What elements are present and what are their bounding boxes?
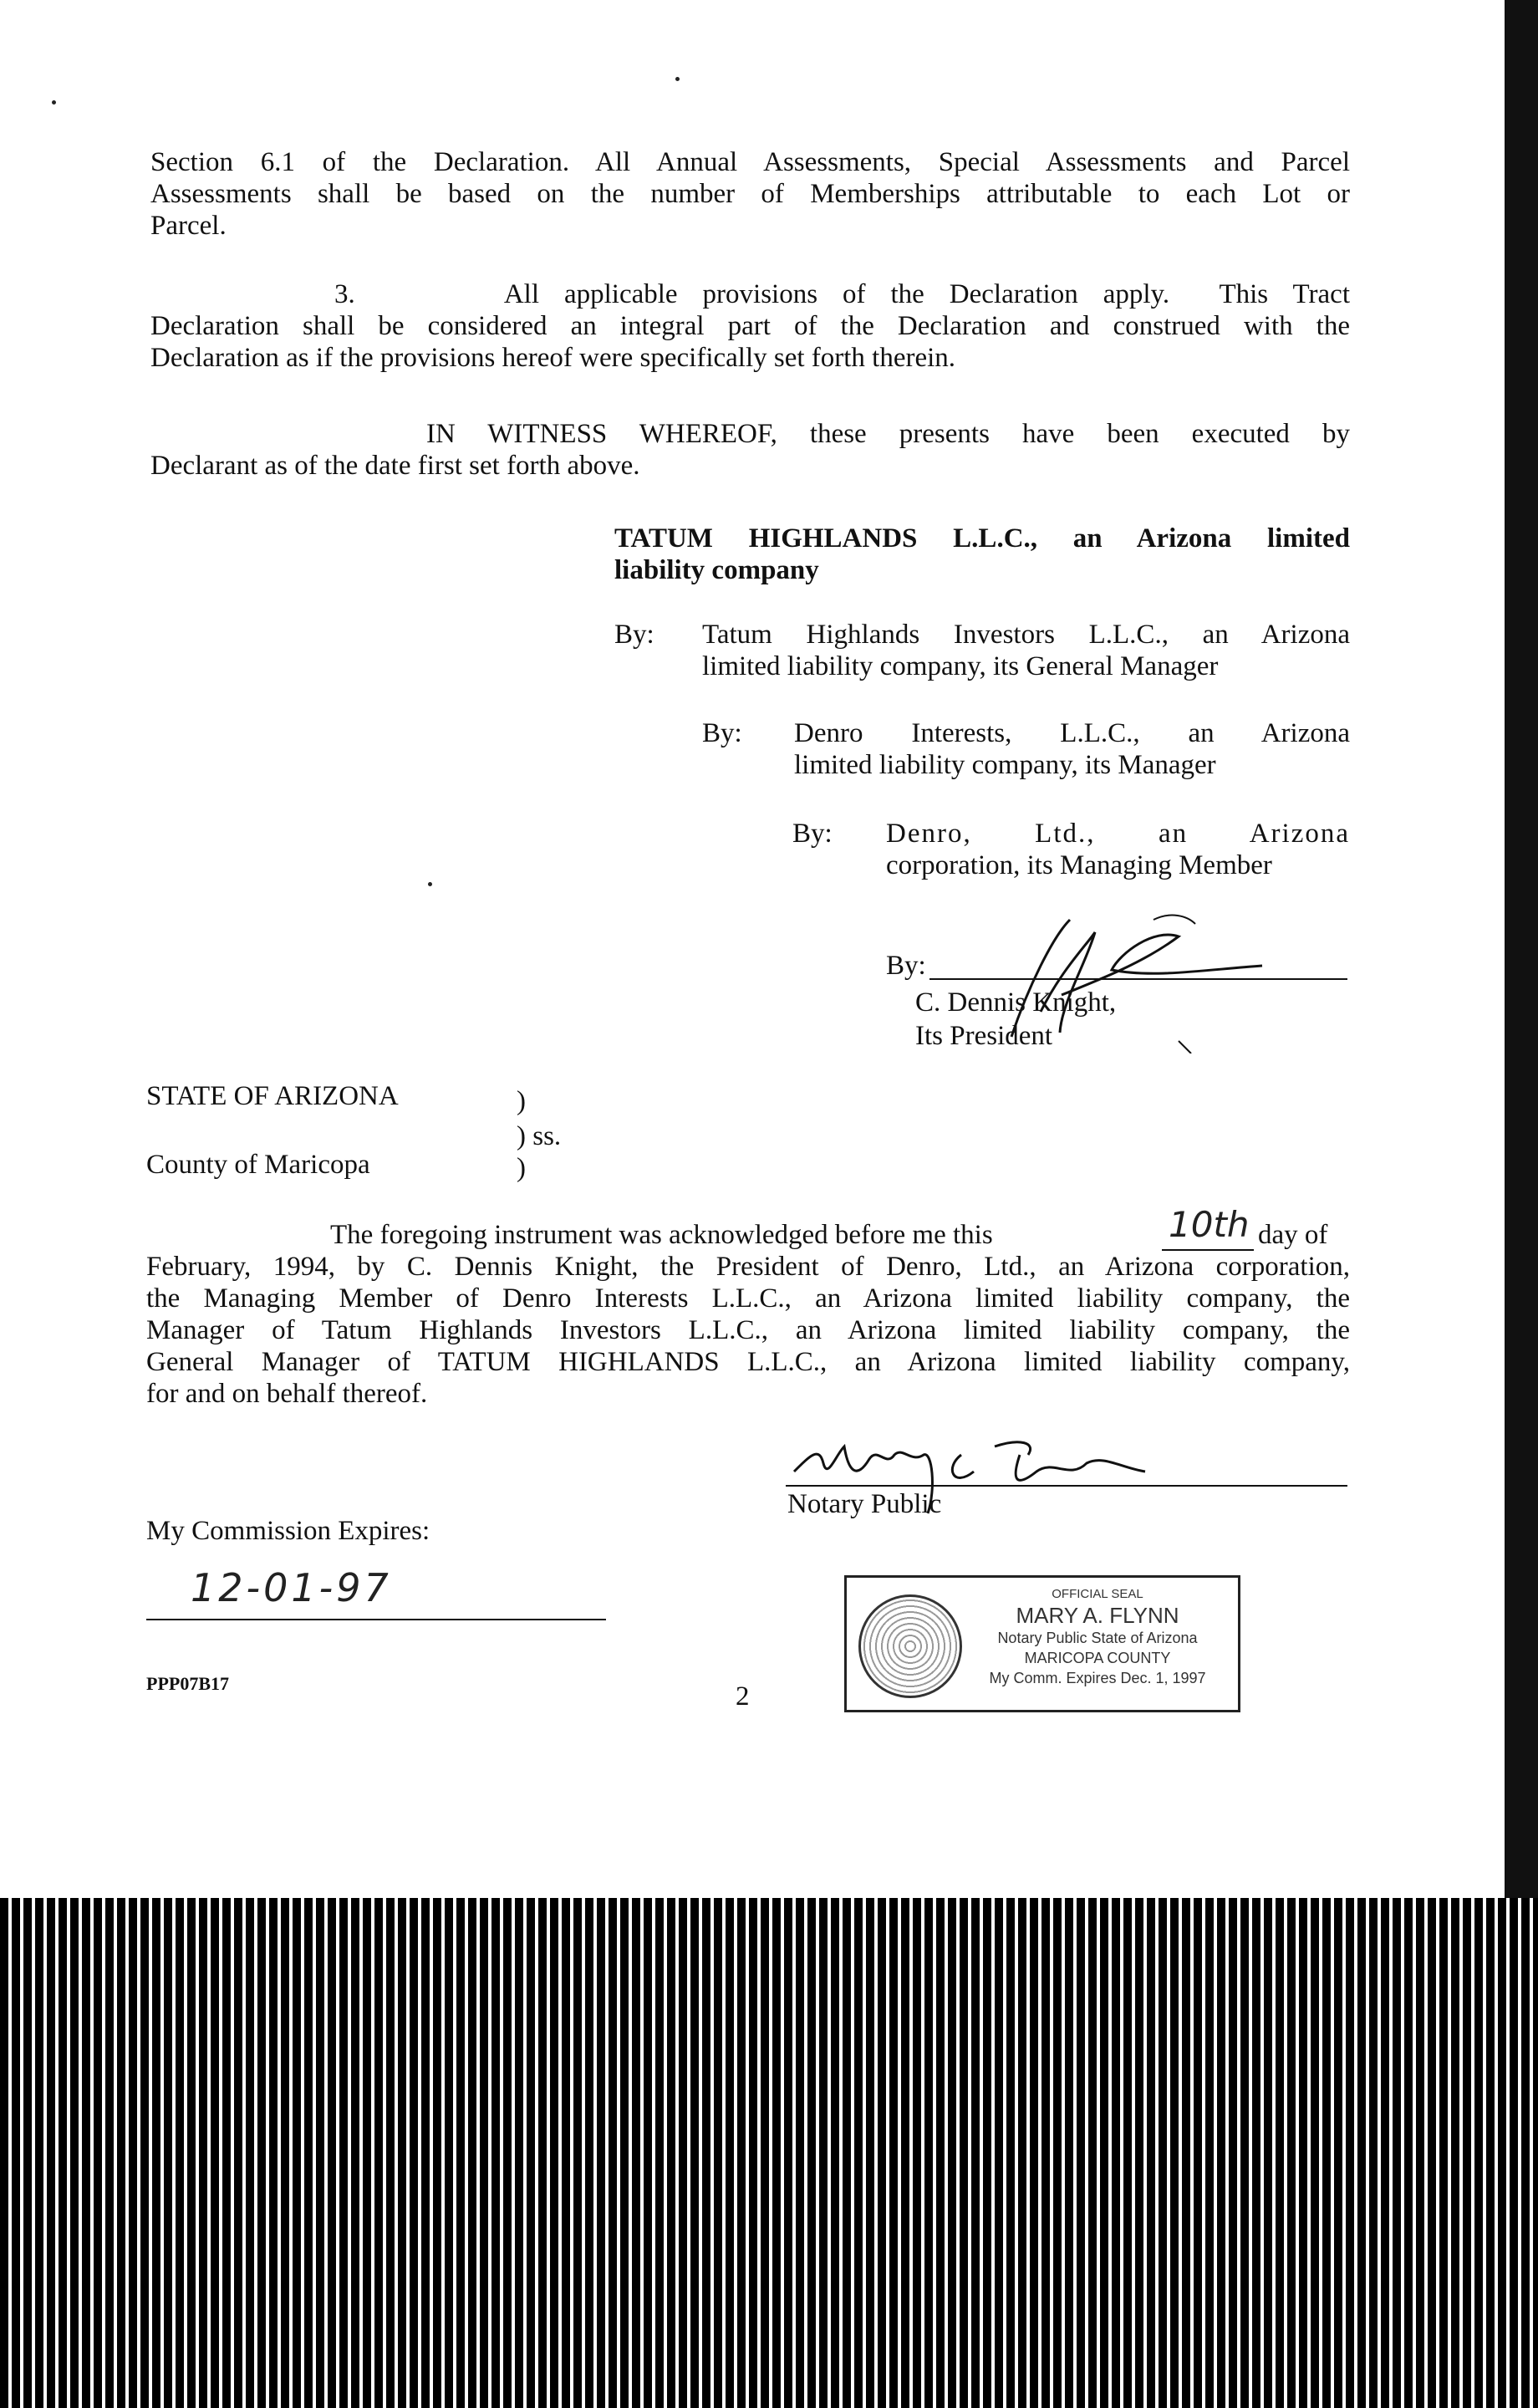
acknowledgment-line: for and on behalf thereof.: [146, 1379, 428, 1409]
commission-date-handwritten: 12-01-97: [191, 1565, 392, 1610]
stamp-line: My Comm. Expires Dec. 1, 1997: [989, 1670, 1206, 1686]
by-1-line: Tatum Highlands Investors L.L.C., an Arizona: [702, 620, 1350, 650]
day-handwritten: 10th: [1169, 1204, 1250, 1245]
scan-speck: [675, 77, 680, 81]
signature-by-label: By:: [886, 951, 926, 981]
signatory-title: Its President: [915, 1021, 1053, 1051]
witness-line: IN WITNESS WHEREOF, these presents have been executed by: [426, 419, 1350, 449]
scan-speck: [52, 100, 56, 105]
scan-edge: [1505, 0, 1538, 1898]
venue-paren: ): [517, 1086, 526, 1116]
notary-label: Notary Public: [787, 1489, 942, 1519]
paragraph-3-line: Declaration as if the provisions hereof were specifically set forth therein.: [150, 343, 956, 373]
paragraph-3-line: 3. All applicable provisions of the Declaration apply. This Tract: [334, 279, 1350, 309]
stamp-line: MARICOPA COUNTY: [1024, 1650, 1171, 1666]
witness-line: Declarant as of the date first set forth above.: [150, 451, 640, 481]
signatory-name: C. Dennis Knight,: [915, 987, 1117, 1018]
company-name-line: liability company: [614, 555, 819, 585]
section-continuation-line: Section 6.1 of the Declaration. All Annual Assessments, Special Assessments and Parcel: [150, 147, 1350, 177]
scan-speck: [428, 882, 432, 886]
acknowledgment-day-of: day of: [1258, 1220, 1328, 1250]
stamp-notary-name: MARY A. FLYNN: [1016, 1603, 1179, 1628]
by-3-line: corporation, its Managing Member: [886, 850, 1272, 880]
commission-label: My Commission Expires:: [146, 1516, 430, 1546]
notary-stamp: [844, 1575, 1240, 1712]
venue-state: STATE OF ARIZONA: [146, 1081, 399, 1111]
commission-date-line: [146, 1619, 606, 1620]
by-label-1: By:: [614, 620, 654, 650]
notary-signature-line: [786, 1485, 1347, 1487]
by-2-line: limited liability company, its Manager: [794, 750, 1216, 780]
by-label-2: By:: [702, 718, 742, 748]
acknowledgment-line: General Manager of TATUM HIGHLANDS L.L.C., an Arizona limited liability company,: [146, 1347, 1350, 1377]
by-1-line: limited liability company, its General Manager: [702, 651, 1219, 681]
acknowledgment-line: February, 1994, by C. Dennis Knight, the President of Denro, Ltd., an Arizona corporation,: [146, 1252, 1350, 1282]
scan-artifact-bars: [0, 1898, 1538, 2408]
venue-paren: ): [517, 1153, 526, 1183]
venue-county: County of Maricopa: [146, 1150, 370, 1180]
by-3-line: Denro, Ltd., an Arizona: [886, 819, 1350, 849]
by-label-3: By:: [792, 819, 833, 849]
document-code: PPP07B17: [146, 1673, 229, 1694]
page-number: 2: [736, 1681, 750, 1712]
stamp-line: Notary Public State of Arizona: [997, 1630, 1198, 1646]
venue-ss: ) ss.: [517, 1121, 562, 1151]
state-seal-icon: [858, 1594, 962, 1698]
by-2-line: Denro Interests, L.L.C., an Arizona: [794, 718, 1350, 748]
acknowledgment-line: the Managing Member of Denro Interests L.L.C., an Arizona limited liability company, the: [146, 1283, 1350, 1314]
section-continuation-line: Parcel.: [150, 211, 227, 241]
stamp-heading: OFFICIAL SEAL: [1052, 1587, 1143, 1601]
acknowledgment-opening: The foregoing instrument was acknowledged before me this: [330, 1220, 993, 1250]
section-continuation-line: Assessments shall be based on the number of Memberships attributable to each Lot or: [150, 179, 1350, 209]
acknowledgment-line: Manager of Tatum Highlands Investors L.L.C., an Arizona limited liability company, the: [146, 1315, 1350, 1345]
company-name-line: TATUM HIGHLANDS L.L.C., an Arizona limited: [614, 523, 1350, 554]
paragraph-3-line: Declaration shall be considered an integral part of the Declaration and construed with the: [150, 311, 1350, 341]
